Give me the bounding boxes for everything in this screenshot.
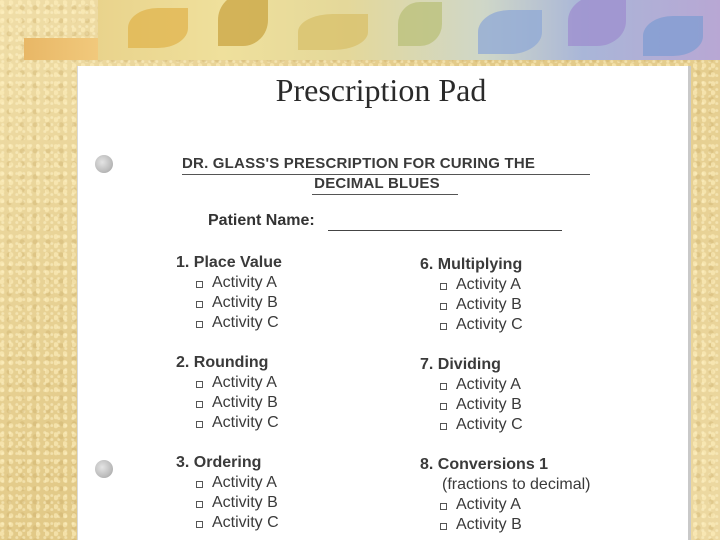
activity-item: Activity B [420, 515, 591, 535]
activity-item: Activity A [420, 275, 523, 295]
heading-line-1: DR. GLASS'S PRESCRIPTION FOR CURING THE [182, 155, 536, 172]
heading-underline [182, 174, 590, 175]
section-title: Rounding [193, 354, 269, 371]
section-number: 3. [176, 454, 190, 471]
section-title: Place Value [193, 254, 282, 271]
section-subtitle: (fractions to decimal) [442, 476, 591, 493]
section-title: Ordering [193, 454, 262, 471]
checkbox-icon [196, 521, 203, 528]
section-dividing [420, 355, 523, 435]
checkbox-icon [196, 421, 203, 428]
section-number: 2. [176, 354, 190, 371]
patient-name-label: Patient Name: [208, 212, 315, 229]
activity-item: Activity C [176, 313, 282, 333]
activity-item: Activity A [176, 473, 279, 493]
section-conversions-1 [420, 455, 591, 535]
patient-name-field[interactable] [328, 230, 562, 231]
decorative-accent-bar [24, 38, 98, 60]
checkbox-icon [196, 381, 203, 388]
checkbox-icon [196, 481, 203, 488]
document-page [78, 66, 690, 540]
activity-item: Activity C [176, 513, 279, 533]
activity-item: Activity A [420, 495, 591, 515]
heading-line-2: DECIMAL BLUES [314, 175, 440, 192]
checkbox-icon [196, 401, 203, 408]
section-title: Dividing [437, 356, 501, 373]
section-title: Conversions 1 [437, 456, 549, 473]
slide-title: Prescription Pad [275, 72, 487, 108]
section-ordering [176, 453, 279, 533]
checkbox-icon [196, 281, 203, 288]
decorative-floral-banner [98, 0, 720, 60]
checkbox-icon [440, 323, 447, 330]
checkbox-icon [440, 523, 447, 530]
section-rounding [176, 353, 279, 433]
page-edge [688, 66, 691, 540]
binder-hole [95, 460, 113, 478]
section-number: 1. [176, 254, 190, 271]
section-title: Multiplying [437, 256, 523, 273]
activity-item: Activity C [176, 413, 279, 433]
activity-item: Activity C [420, 415, 523, 435]
activity-item: Activity B [420, 395, 523, 415]
activity-item: Activity B [176, 293, 282, 313]
checkbox-icon [440, 303, 447, 310]
section-multiplying [420, 255, 523, 335]
checkbox-icon [196, 321, 203, 328]
checkbox-icon [196, 301, 203, 308]
activity-item: Activity C [420, 315, 523, 335]
activity-item: Activity A [176, 273, 282, 293]
activity-item: Activity B [176, 393, 279, 413]
activity-item: Activity B [420, 295, 523, 315]
checkbox-icon [440, 283, 447, 290]
checkbox-icon [440, 383, 447, 390]
activity-item: Activity A [420, 375, 523, 395]
section-number: 8. [420, 456, 434, 473]
section-number: 6. [420, 256, 434, 273]
section-place-value [176, 253, 282, 333]
activity-item: Activity A [176, 373, 279, 393]
checkbox-icon [440, 403, 447, 410]
binder-hole [95, 155, 113, 173]
checkbox-icon [196, 501, 203, 508]
checkbox-icon [440, 503, 447, 510]
checkbox-icon [440, 423, 447, 430]
activity-item: Activity B [176, 493, 279, 513]
heading-underline [312, 194, 458, 195]
section-number: 7. [420, 356, 434, 373]
